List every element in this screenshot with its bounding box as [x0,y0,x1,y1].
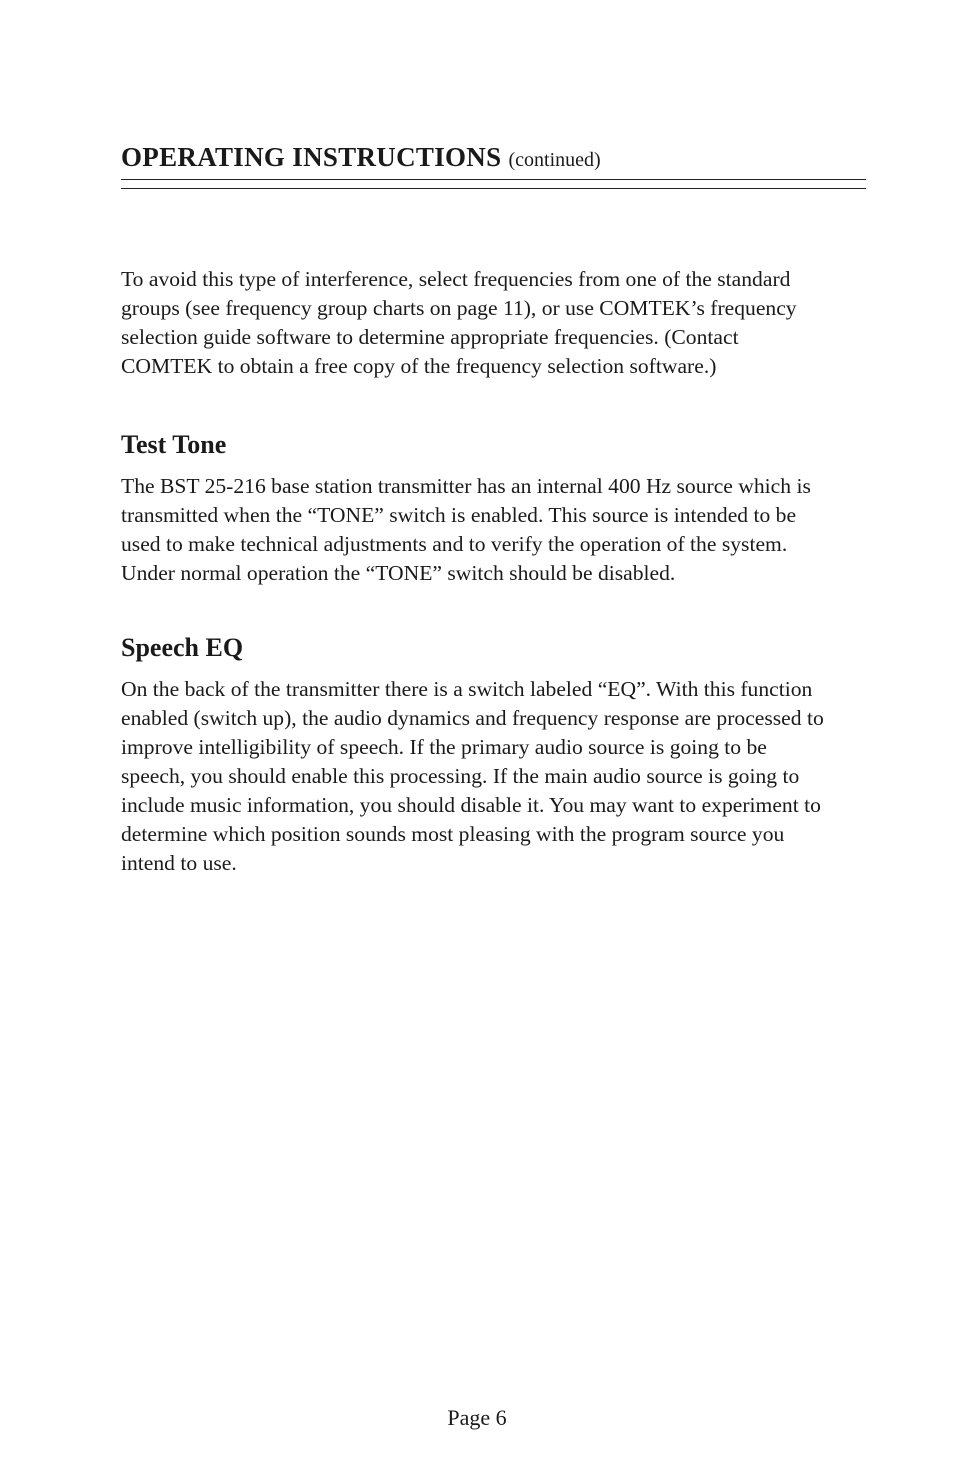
page-title-continued: (continued) [508,149,601,171]
page-title [121,142,601,172]
section-heading-speech-eq: Speech EQ [121,633,244,662]
section-speech-eq [121,632,826,878]
header-divider-thick [121,179,866,180]
page-header [121,140,866,177]
intro-paragraph: To avoid this type of interference, select frequencies from one of the standard groups (see frequency group charts on page 11), or use COMTEK’s frequency selection guide software to determine appropriate frequencies. (Contact COMTEK to obtain a free copy of the frequency selection software.) [121,267,797,378]
section-body-speech-eq: On the back of the transmitter there is a switch labeled “EQ”. With this function enabled (switch up), the audio dynamics and frequency response are processed to improve intelligibility of speech. If the primary audio source is going to be speech, you should enable this processing. If the main audio source is going to include music information, you should disable it. You may want to experiment to determine which position sounds most pleasing with the program source you intend to use. [121,677,824,875]
section-test-tone [121,429,826,588]
main-content [121,265,826,922]
header-divider-thin [121,188,866,189]
section-heading-test-tone: Test Tone [121,430,227,459]
page-title-text: OPERATING INSTRUCTIONS [121,142,502,172]
page-number: Page 6 [447,1405,507,1430]
section-body-test-tone: The BST 25-216 base station transmitter has an internal 400 Hz source which is transmitted when the “TONE” switch is enabled. This source is intended to be used to make technical adjustments and to verify the operation of the system. Under normal operation the “TONE” switch should be disabled. [121,474,811,585]
